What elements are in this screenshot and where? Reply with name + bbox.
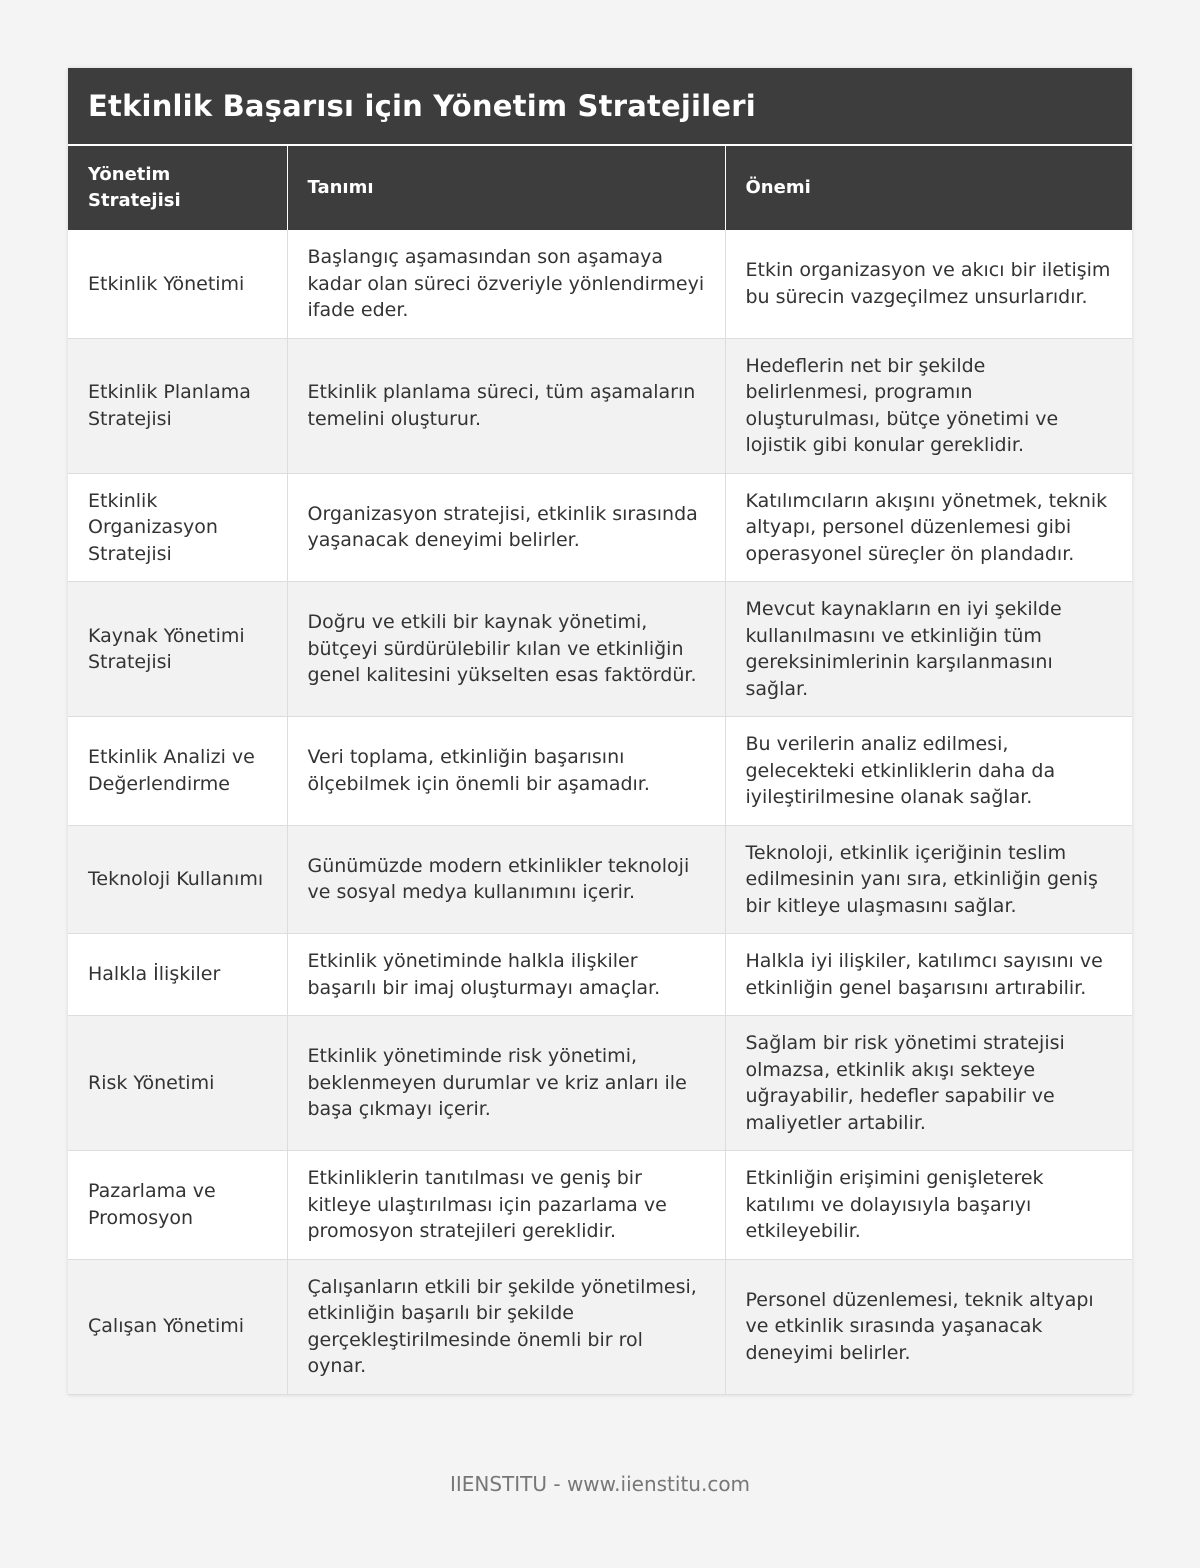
cell-strategy: Risk Yönetimi: [68, 1016, 287, 1151]
table-row: [68, 473, 1132, 582]
cell-importance: Halkla iyi ilişkiler, katılımcı sayısını ve etkinliğin genel başarısını artırabilir.: [725, 934, 1132, 1016]
header-strategy: Yönetim Stratejisi: [68, 146, 287, 230]
title-bar: [68, 68, 1132, 146]
cell-importance: Mevcut kaynakların en iyi şekilde kullanılmasını ve etkinliğin tüm gereksinimlerinin karşılanmasını sağlar.: [725, 582, 1132, 717]
table-header: [68, 146, 1132, 230]
cell-importance: Etkin organizasyon ve akıcı bir iletişim bu sürecin vazgeçilmez unsurlarıdır.: [725, 230, 1132, 338]
cell-strategy: Etkinlik Analizi ve Değerlendirme: [68, 717, 287, 826]
cell-importance: Hedeflerin net bir şekilde belirlenmesi, programın oluşturulması, bütçe yönetimi ve lojistik gibi konular gereklidir.: [725, 338, 1132, 473]
cell-strategy: Etkinlik Yönetimi: [68, 230, 287, 338]
cell-definition: Doğru ve etkili bir kaynak yönetimi, bütçeyi sürdürülebilir kılan ve etkinliğin genel kalitesini yükselten esas faktördür.: [287, 582, 725, 717]
cell-definition: Organizasyon stratejisi, etkinlik sırasında yaşanacak deneyimi belirler.: [287, 473, 725, 582]
table-row: [68, 230, 1132, 338]
header-row: [68, 146, 1132, 230]
header-importance: Önemi: [725, 146, 1132, 230]
table-row: [68, 1151, 1132, 1260]
table-row: [68, 717, 1132, 826]
cell-strategy: Teknoloji Kullanımı: [68, 825, 287, 934]
table-row: [68, 582, 1132, 717]
header-definition: Tanımı: [287, 146, 725, 230]
strategy-card: [68, 68, 1132, 1395]
cell-definition: Etkinliklerin tanıtılması ve geniş bir kitleye ulaştırılması için pazarlama ve promosyon stratejileri gereklidir.: [287, 1151, 725, 1260]
cell-strategy: Kaynak Yönetimi Stratejisi: [68, 582, 287, 717]
cell-strategy: Etkinlik Organizasyon Stratejisi: [68, 473, 287, 582]
table-body: [68, 230, 1132, 1394]
strategy-table: [68, 146, 1132, 1395]
cell-strategy: Pazarlama ve Promosyon: [68, 1151, 287, 1260]
page-title: Etkinlik Başarısı için Yönetim Stratejileri: [88, 89, 756, 123]
cell-definition: Çalışanların etkili bir şekilde yönetilmesi, etkinliğin başarılı bir şekilde gerçekleştirilmesinde önemli bir rol oynar.: [287, 1259, 725, 1394]
cell-importance: Teknoloji, etkinlik içeriğinin teslim edilmesinin yanı sıra, etkinliğin geniş bir kitleye ulaşmasını sağlar.: [725, 825, 1132, 934]
cell-definition: Etkinlik yönetiminde risk yönetimi, beklenmeyen durumlar ve kriz anları ile başa çıkmayı içerir.: [287, 1016, 725, 1151]
table-row: [68, 338, 1132, 473]
table-row: [68, 1259, 1132, 1394]
cell-strategy: Çalışan Yönetimi: [68, 1259, 287, 1394]
cell-definition: Veri toplama, etkinliğin başarısını ölçebilmek için önemli bir aşamadır.: [287, 717, 725, 826]
cell-importance: Sağlam bir risk yönetimi stratejisi olmazsa, etkinlik akışı sekteye uğrayabilir, hedefler sapabilir ve maliyetler artabilir.: [725, 1016, 1132, 1151]
cell-definition: Etkinlik yönetiminde halkla ilişkiler başarılı bir imaj oluşturmayı amaçlar.: [287, 934, 725, 1016]
table-row: [68, 934, 1132, 1016]
cell-definition: Etkinlik planlama süreci, tüm aşamaların temelini oluşturur.: [287, 338, 725, 473]
table-row: [68, 825, 1132, 934]
cell-importance: Etkinliğin erişimini genişleterek katılımı ve dolayısıyla başarıyı etkileyebilir.: [725, 1151, 1132, 1260]
cell-importance: Personel düzenlemesi, teknik altyapı ve etkinlik sırasında yaşanacak deneyimi belirler.: [725, 1259, 1132, 1394]
cell-strategy: Etkinlik Planlama Stratejisi: [68, 338, 287, 473]
cell-importance: Katılımcıların akışını yönetmek, teknik altyapı, personel düzenlemesi gibi operasyonel süreçler ön plandadır.: [725, 473, 1132, 582]
cell-definition: Başlangıç aşamasından son aşamaya kadar olan süreci özveriyle yönlendirmeyi ifade eder.: [287, 230, 725, 338]
cell-strategy: Halkla İlişkiler: [68, 934, 287, 1016]
table-row: [68, 1016, 1132, 1151]
cell-importance: Bu verilerin analiz edilmesi, gelecekteki etkinliklerin daha da iyileştirilmesine olanak sağlar.: [725, 717, 1132, 826]
footer-credit: IIENSTITU - www.iienstitu.com: [449, 1472, 751, 1496]
cell-definition: Günümüzde modern etkinlikler teknoloji ve sosyal medya kullanımını içerir.: [287, 825, 725, 934]
